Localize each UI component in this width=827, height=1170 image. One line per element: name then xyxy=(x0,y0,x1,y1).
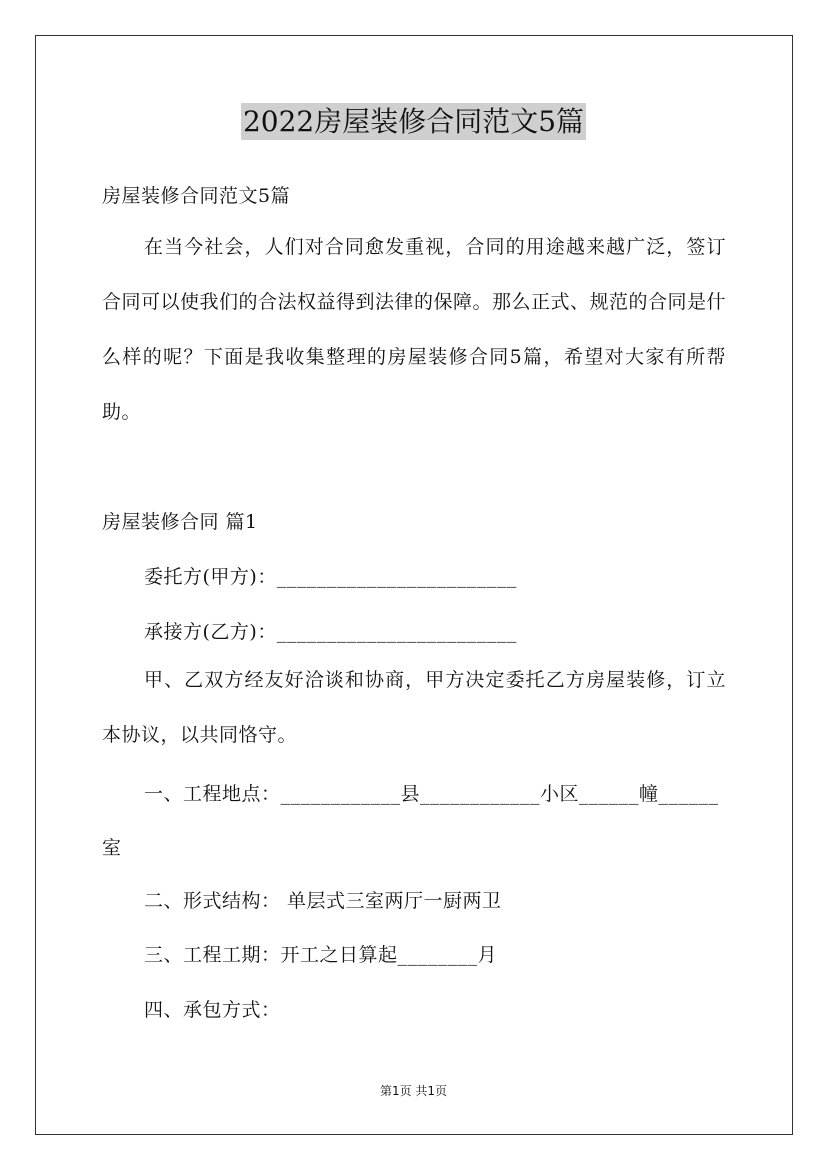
item1-continuation: 室 xyxy=(102,837,122,859)
party-a-line: 委托方(甲方)：________________________ xyxy=(144,566,517,588)
document-subtitle: 房屋装修合同范文5篇 xyxy=(102,185,291,207)
item2-structure: 二、形式结构： 单层式三室两厅一厨两卫 xyxy=(144,890,502,912)
agreement-paragraph: 甲、乙双方经友好洽谈和协商，甲方决定委托乙方房屋装修，订立本协议，以共同恪守。 xyxy=(102,669,726,746)
item3-duration: 三、工程工期：开工之日算起________月 xyxy=(144,944,498,966)
item4-contract-method: 四、承包方式： xyxy=(144,999,281,1021)
section-heading: 房屋装修合同 篇1 xyxy=(102,511,258,533)
document-title xyxy=(0,100,827,144)
document-title-text: 2022房屋装修合同范文5篇 xyxy=(242,105,585,138)
intro-paragraph: 在当今社会，人们对合同愈发重视，合同的用途越来越广泛，签订合同可以使我们的合法权益得到法律的保障。那么正式、规范的合同是什么样的呢？下面是我收集整理的房屋装修合同5篇，希望对大家有所帮助。 xyxy=(102,236,727,423)
item1-location: 一、工程地点：____________县____________小区______幢______ xyxy=(144,783,719,805)
party-b-line: 承接方(乙方)：________________________ xyxy=(144,621,517,643)
page-footer: 第1页 共1页 xyxy=(379,1084,448,1098)
